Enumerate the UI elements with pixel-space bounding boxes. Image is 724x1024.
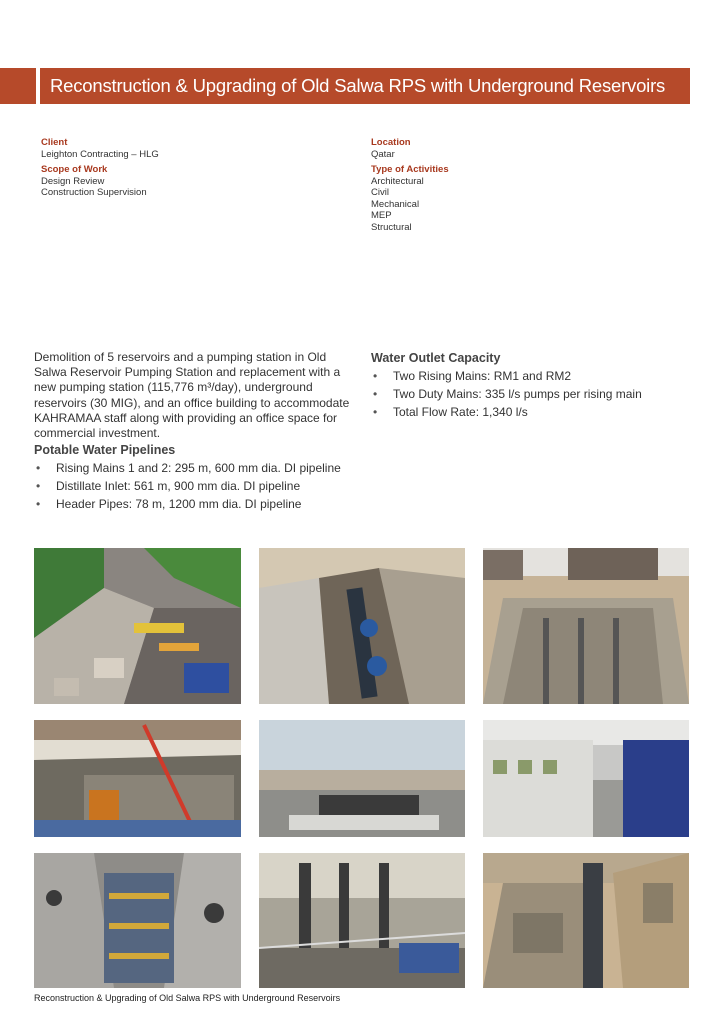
water-outlet-section [371,349,691,421]
list-item: • Rising Mains 1 and 2: 295 m, 600 mm dia. DI pipeline [34,459,364,477]
list-item: • Total Flow Rate: 1,340 l/s [371,403,691,421]
list-item: • Distillate Inlet: 561 m, 900 mm dia. DI pipeline [34,477,364,495]
photo-aerial-site [483,853,689,988]
activity-item: MEP [371,210,392,221]
photo-excavation-site [483,548,689,704]
client-value: Leighton Contracting – HLG [41,148,159,160]
photo-crane-reservoir [34,720,241,837]
photo-rooftop-view [259,720,465,837]
footer-caption: Reconstruction & Upgrading of Old Salwa RPS with Underground Reservoirs [34,993,341,1003]
activity-item: Mechanical [371,198,420,210]
title-bar [0,68,690,104]
list-item: • Two Duty Mains: 335 l/s pumps per rising main [371,385,691,403]
potable-heading: Potable Water Pipelines [34,443,176,457]
photo-pump-hall [259,853,465,988]
list-item: • Two Rising Mains: RM1 and RM2 [371,367,691,385]
title-tab [0,68,36,104]
scope-item: Construction Supervision [41,187,147,198]
location-value: Qatar [371,148,395,160]
photo-switchgear-room [483,720,689,837]
photo-pipeline-trench [259,548,465,704]
scope-label: Scope of Work [41,164,108,175]
potable-water-section [34,441,364,513]
photo-deep-shaft [34,853,241,988]
meta-left [41,137,341,199]
title-separator [36,68,40,104]
meta-right [371,137,671,233]
activity-item: Civil [371,187,389,198]
scope-item: Design Review [41,175,105,187]
photo-reservoir-formwork [34,548,241,704]
client-label: Client [41,137,68,148]
page-title: Reconstruction & Upgrading of Old Salwa RPS with Underground Reservoirs [50,75,666,96]
project-description: Demolition of 5 reservoirs and a pumping station in Old Salwa Reservoir Pumping Station and replacement with a new pumping station (115,776 m³/day), underground reservoirs (30 MIG), and an office building to accommodate KAHRAMAA staff along with providing an office space for commercial investment. [34,350,350,441]
list-item: • Header Pipes: 78 m, 1200 mm dia. DI pipeline [34,495,364,513]
activity-item: Structural [371,221,412,233]
activity-item: Architectural [371,175,424,187]
location-label: Location [371,137,411,148]
water-outlet-heading: Water Outlet Capacity [371,351,501,365]
activities-label: Type of Activities [371,164,449,175]
